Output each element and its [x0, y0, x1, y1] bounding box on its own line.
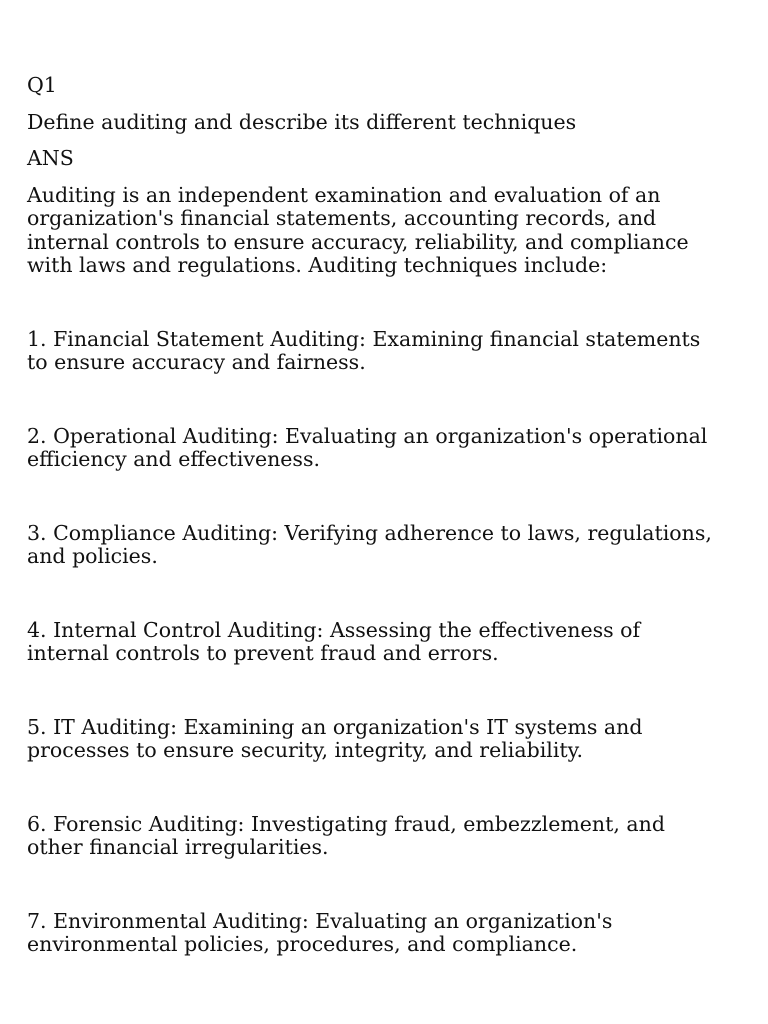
technique-item: 1. Financial Statement Auditing: Examining financial statements to ensure accuracy and fairness.	[27, 326, 701, 374]
technique-item: 2. Operational Auditing: Evaluating an organization's operational efficiency and effectiveness.	[27, 423, 708, 471]
question-label: Q1	[27, 73, 57, 97]
document-body	[27, 74, 727, 957]
answer-intro: Auditing is an independent examination and evaluation of an organization's financial statements, accounting records, and internal controls to ensure accuracy, reliability, and compliance with laws and regulations. Auditing techniques include:	[27, 182, 689, 277]
answer-label: ANS	[27, 146, 74, 170]
technique-item: 7. Environmental Auditing: Evaluating an organization's environmental policies, procedures, and compliance.	[27, 908, 613, 956]
technique-item: 6. Forensic Auditing: Investigating fraud, embezzlement, and other financial irregularities.	[27, 811, 665, 859]
technique-item: 5. IT Auditing: Examining an organization's IT systems and processes to ensure security, integrity, and reliability.	[27, 714, 643, 762]
technique-item: 4. Internal Control Auditing: Assessing the effectiveness of internal controls to prevent fraud and errors.	[27, 617, 641, 665]
technique-item: 3. Compliance Auditing: Verifying adherence to laws, regulations, and policies.	[27, 520, 712, 568]
question-text: Define auditing and describe its different techniques	[27, 109, 577, 134]
